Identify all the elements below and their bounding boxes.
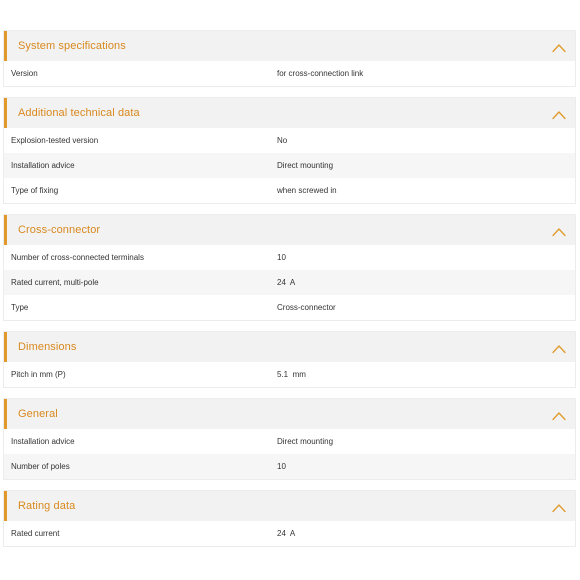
spec-value: Cross-connector: [277, 303, 336, 312]
chevron-up-icon[interactable]: [552, 500, 566, 510]
section-header-cross-connector[interactable]: [4, 215, 575, 245]
spec-accordion: [3, 30, 576, 557]
spec-label: Rated current, multi-pole: [11, 278, 99, 287]
section-additional-technical-data: [3, 97, 576, 204]
section-header-rating-data[interactable]: [4, 491, 575, 521]
spec-row: [4, 128, 575, 153]
section-dimensions: [3, 331, 576, 388]
chevron-up-icon[interactable]: [552, 408, 566, 418]
spec-row: [4, 362, 575, 387]
spec-label: Installation advice: [11, 437, 75, 446]
section-header-system-specifications[interactable]: [4, 31, 575, 61]
spec-label: Type of fixing: [11, 186, 59, 195]
spec-value: Direct mounting: [277, 437, 334, 446]
spec-row: [4, 61, 575, 86]
section-header-additional-technical-data[interactable]: [4, 98, 575, 128]
section-title: General: [18, 408, 58, 420]
section-title: Rating data: [18, 500, 76, 512]
section-header-dimensions[interactable]: [4, 332, 575, 362]
spec-value: 10: [277, 253, 286, 262]
section-rating-data: [3, 490, 576, 547]
spec-value: No: [277, 136, 288, 145]
chevron-up-icon[interactable]: [552, 107, 566, 117]
spec-label: Pitch in mm (P): [11, 370, 66, 379]
spec-label: Number of poles: [11, 462, 70, 471]
spec-row: [4, 270, 575, 295]
spec-value: 24 A: [277, 529, 296, 538]
spec-label: Version: [11, 69, 38, 78]
spec-row: [4, 153, 575, 178]
section-title: Additional technical data: [18, 107, 140, 119]
spec-label: Installation advice: [11, 161, 75, 170]
spec-value: 24 A: [277, 278, 296, 287]
spec-label: Explosion-tested version: [11, 136, 99, 145]
section-system-specifications: [3, 30, 576, 87]
section-title: Cross-connector: [18, 224, 101, 236]
spec-row: [4, 178, 575, 203]
section-title: Dimensions: [18, 341, 77, 353]
spec-value: 5.1 mm: [277, 370, 306, 379]
spec-row: [4, 295, 575, 320]
spec-value: when screwed in: [277, 186, 337, 195]
spec-label: Rated current: [11, 529, 60, 538]
spec-value: 10: [277, 462, 286, 471]
spec-label: Number of cross-connected terminals: [11, 253, 144, 262]
spec-value: Direct mounting: [277, 161, 334, 170]
section-general: [3, 398, 576, 480]
chevron-up-icon[interactable]: [552, 224, 566, 234]
section-cross-connector: [3, 214, 576, 321]
spec-row: [4, 454, 575, 479]
spec-row: [4, 521, 575, 546]
section-header-general[interactable]: [4, 399, 575, 429]
section-title: System specifications: [18, 40, 126, 52]
spec-row: [4, 245, 575, 270]
spec-value: for cross-connection link: [277, 69, 364, 78]
chevron-up-icon[interactable]: [552, 341, 566, 351]
spec-row: [4, 429, 575, 454]
chevron-up-icon[interactable]: [552, 40, 566, 50]
spec-label: Type: [11, 303, 29, 312]
